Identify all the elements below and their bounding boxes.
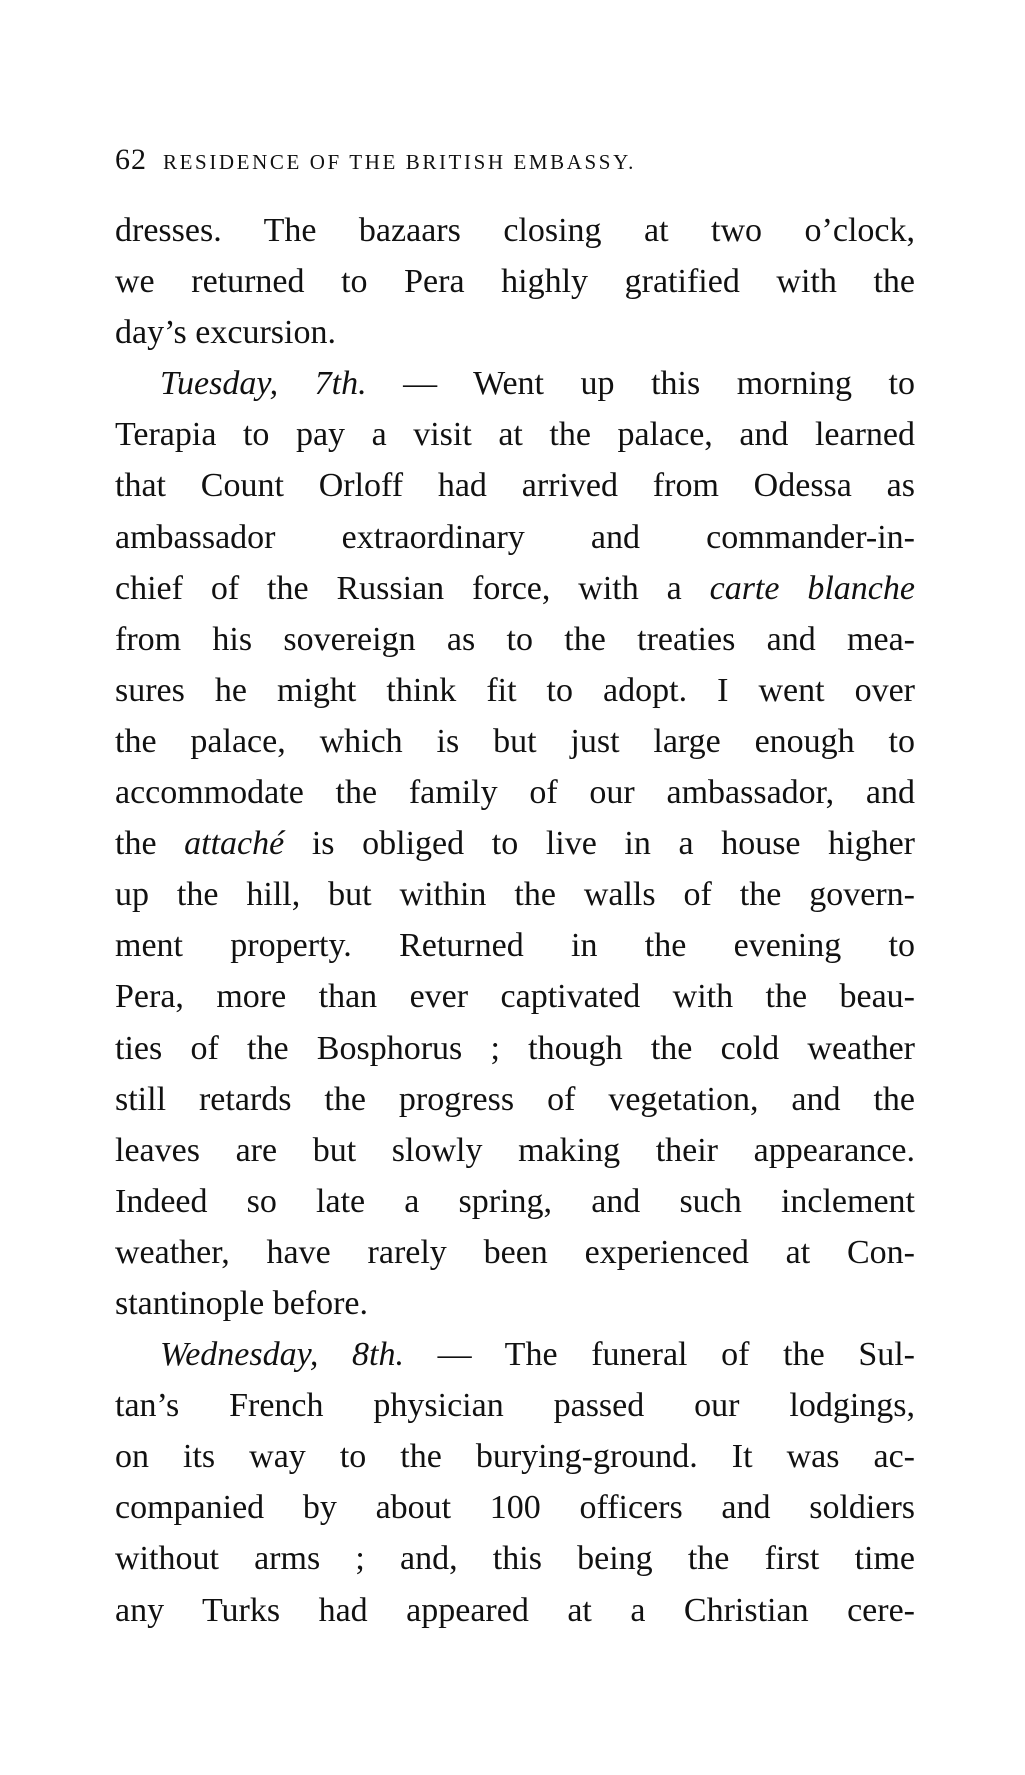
text-line: weather, have rarely been experienced at Con- [115,1233,915,1271]
paragraph-lead-line [115,1329,915,1380]
text-line: tan’s French physician passed our lodgings, [115,1387,915,1425]
text-line: from his sovereign as to the treaties and mea- [115,620,915,658]
text-line: accommodate the family of our ambassador, and [115,774,915,812]
body-text [115,205,915,1636]
text-line: Terapia to pay a visit at the palace, and learned [115,416,915,454]
running-head [115,140,915,180]
day-name: Wednesday, [160,1336,319,1374]
italic-phrase: carte blanche [709,569,915,607]
line-segment: is obliged to live in a house higher [284,825,915,863]
text-line: sures he might think fit to adopt. I went over [115,671,915,709]
text-line: leaves are but slowly making their appearance. [115,1131,915,1169]
italic-word: attaché [184,825,285,863]
text-line [115,818,915,869]
page-number: 62 [115,143,147,176]
line-segment: chief of the Russian force, with a [115,569,710,607]
text-line: ties of the Bosphorus ; though the cold weather [115,1029,915,1067]
text-line: any Turks had appeared at a Christian cere- [115,1591,915,1629]
text-line: still retards the progress of vegetation, and the [115,1080,915,1118]
line-segment: the [115,825,185,863]
day-date: 7th. [314,365,367,403]
text-line: stantinople before. [115,1284,369,1322]
text-line: on its way to the burying-ground. It was ac- [115,1438,915,1476]
text-line: without arms ; and, this being the first time [115,1540,915,1578]
text-line: ment property. Returned in the evening to [115,927,915,965]
day-date: 8th. [352,1336,404,1374]
day-name: Tuesday, [160,365,279,403]
text-line: the palace, which is but just large enough to [115,722,915,760]
text-line: companied by about 100 officers and soldiers [115,1489,915,1527]
text-line: dresses. The bazaars closing at two o’clock, [115,212,915,249]
lead-text: — The funeral of the Sul- [403,1336,916,1374]
text-line: Indeed so late a spring, and such inclement [115,1182,915,1220]
text-line: day’s excursion. [115,314,336,352]
text-line: Pera, more than ever captivated with the beau- [115,978,915,1016]
text-line: that Count Orloff had arrived from Odessa as [115,467,915,505]
text-line [115,563,915,614]
lead-text: — Went up this morning to [366,365,916,403]
running-title: RESIDENCE OF THE BRITISH EMBASSY. [163,150,636,174]
text-line: we returned to Pera highly gratified with the [115,263,915,301]
paragraph-lead-line [115,358,915,409]
text-line: up the hill, but within the walls of the govern- [115,876,915,914]
text-line: ambassador extraordinary and commander-in- [115,518,915,556]
